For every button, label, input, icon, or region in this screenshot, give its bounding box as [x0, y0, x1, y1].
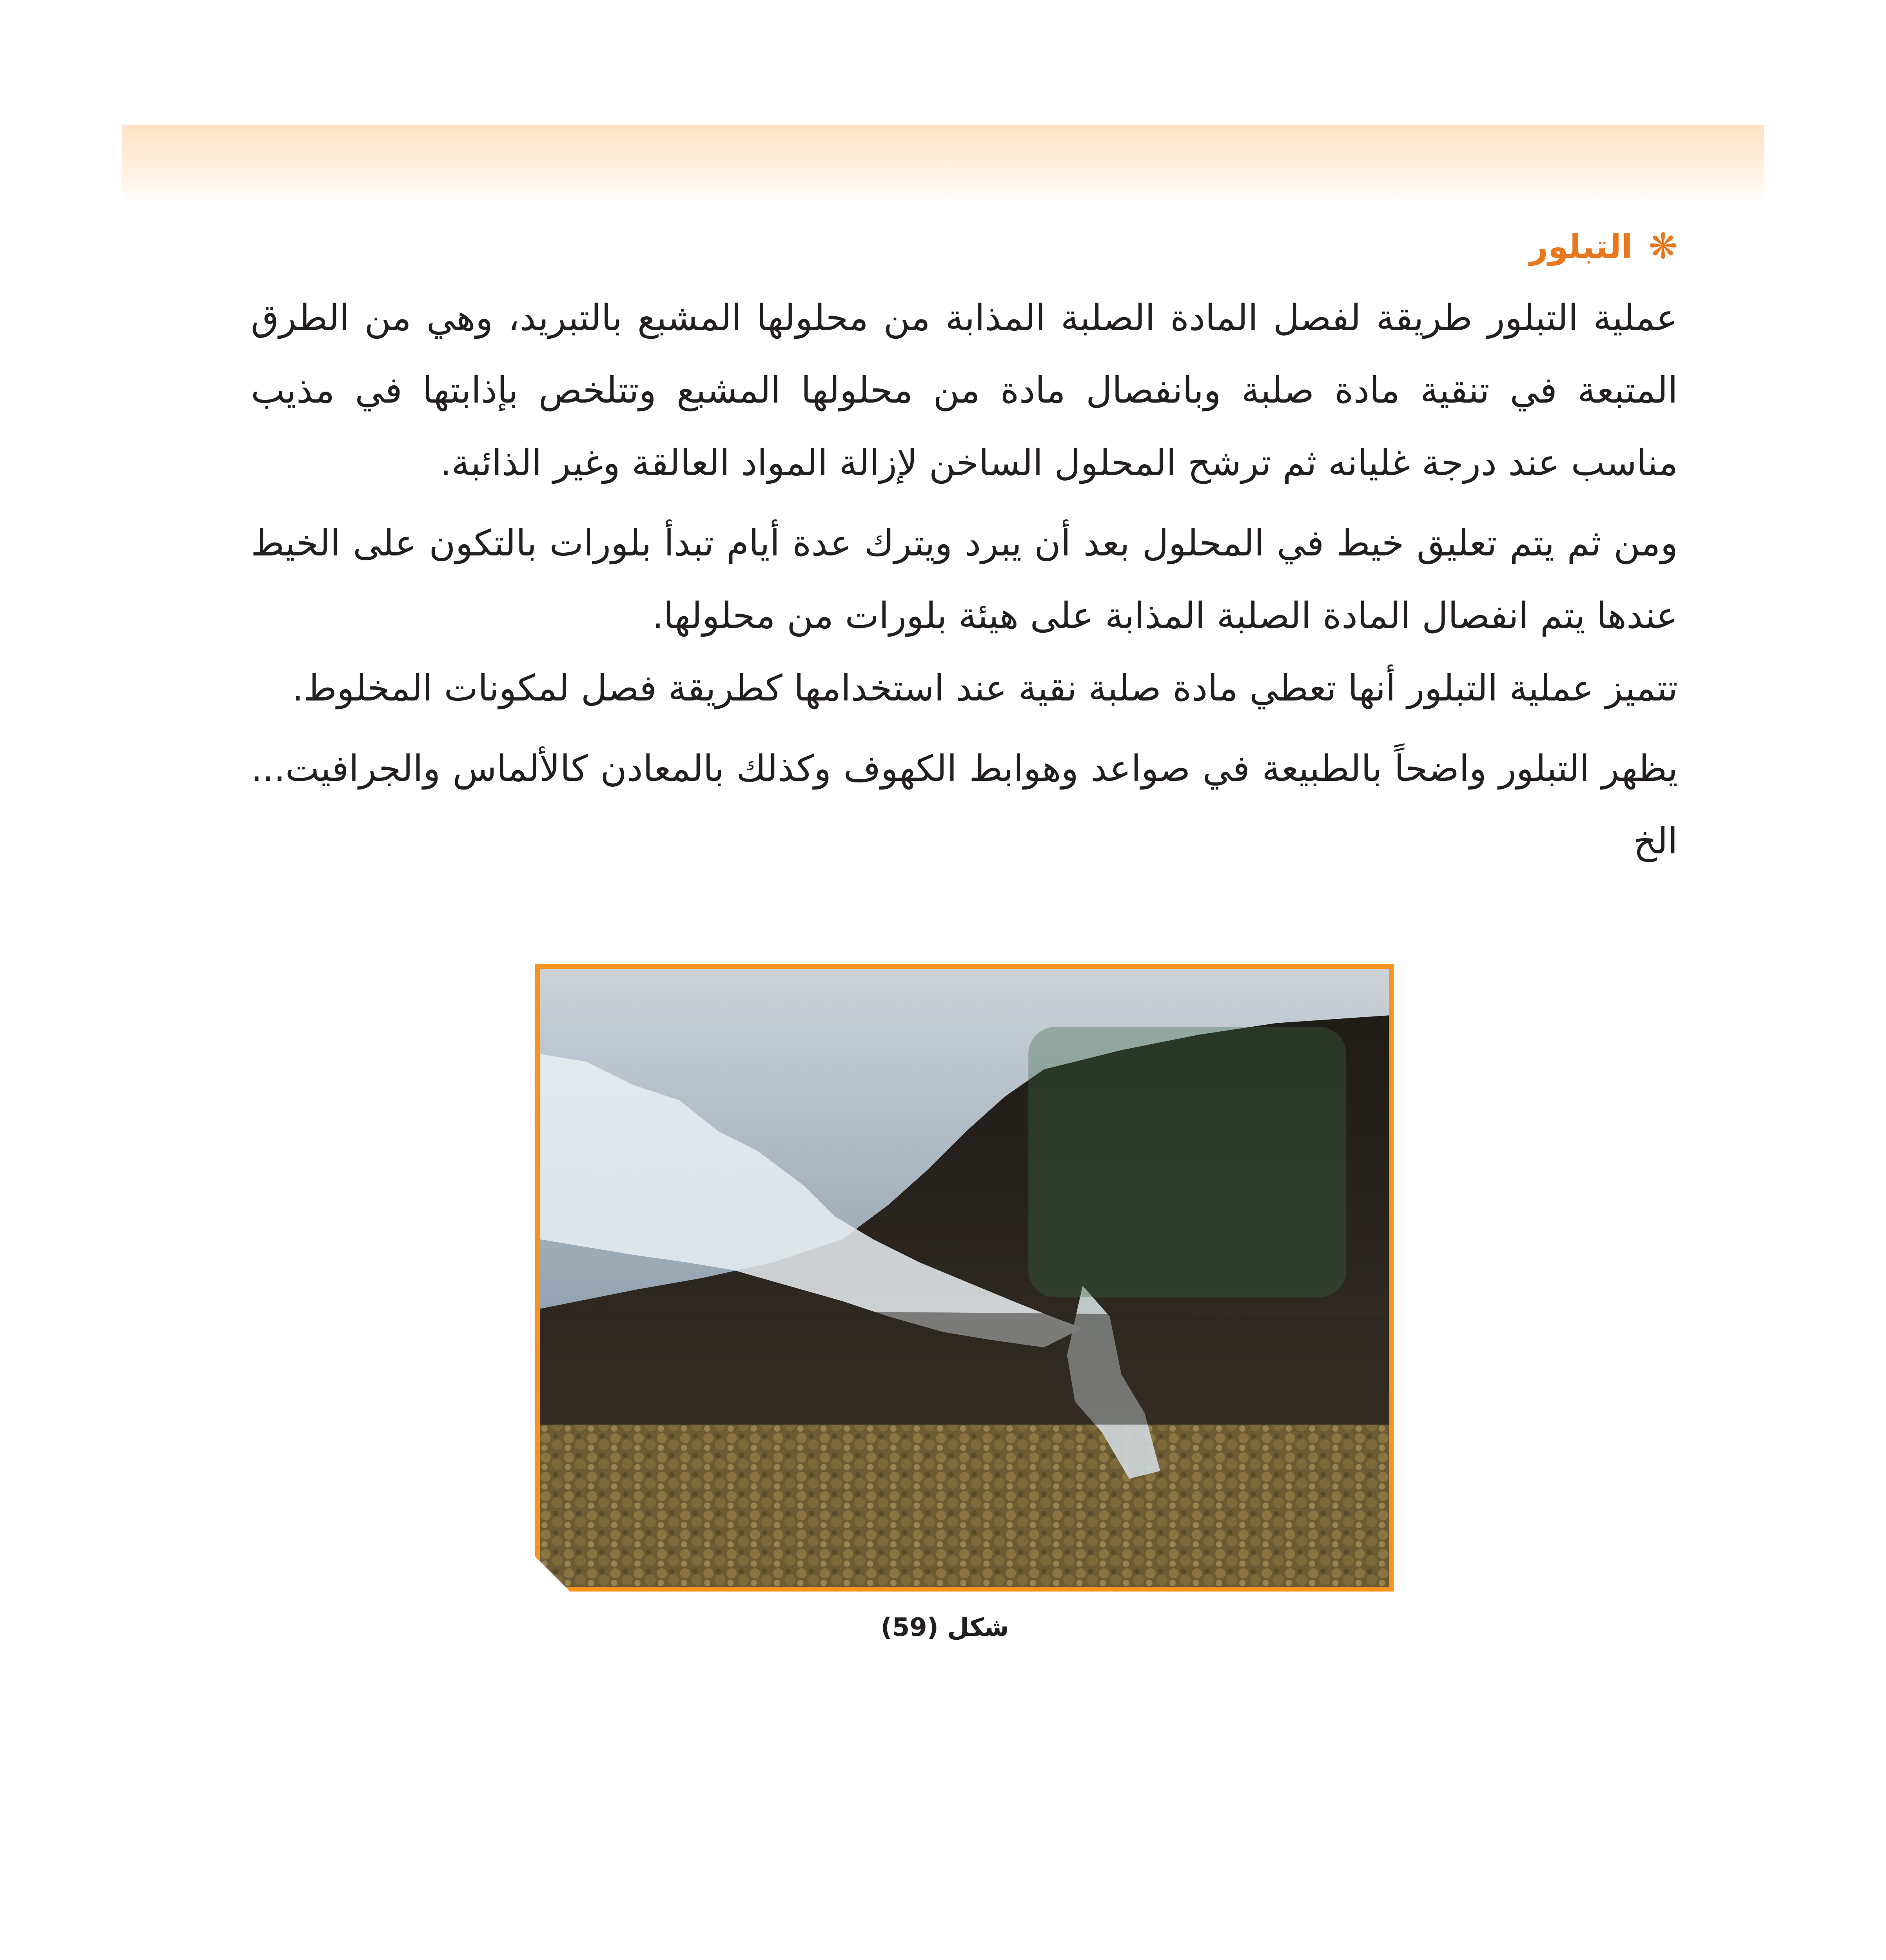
flower-bullet-icon: ❋ — [1648, 226, 1678, 267]
header-band — [122, 125, 1764, 203]
figure-caption: شكل (59) — [880, 1613, 1009, 1642]
paragraph-1: عملية التبلور طريقة لفصل المادة الصلبة المذابة من محلولها المشبع بالتبريد، وهي من الطرق المتبعة في تنقية مادة صلبة وبانفصال مادة من محلولها المشبع وتتلخص بإذابتها في مذيب مناسب عند درجة غليانه ثم ترشح المحلول الساخن لإزالة المواد العالقة وغير الذائبة. — [251, 297, 1678, 484]
cave-crystals-photo — [535, 964, 1394, 1592]
main-content — [251, 227, 1678, 885]
cave-crystals-illustration — [540, 969, 1389, 1587]
paragraph-2: ومن ثم يتم تعليق خيط في المحلول بعد أن يبرد ويترك عدة أيام تبدأ بلورات بالتكون على الخيط عندها يتم انفصال المادة الصلبة المذابة على هيئة بلورات من محلولها. — [251, 522, 1678, 637]
section-title: التبلور — [1529, 227, 1633, 266]
paragraph-3: تتميز عملية التبلور أنها تعطي مادة صلبة نقية عند استخدامها كطريقة فصل لمكونات المخلوط. — [292, 667, 1678, 709]
section-heading — [251, 227, 1678, 266]
paragraph-4: يظهر التبلور واضحاً بالطبيعة في صواعد وهوابط الكهوف وكذلك بالمعادن كالألماس والجرافيت... الخ — [251, 748, 1678, 862]
